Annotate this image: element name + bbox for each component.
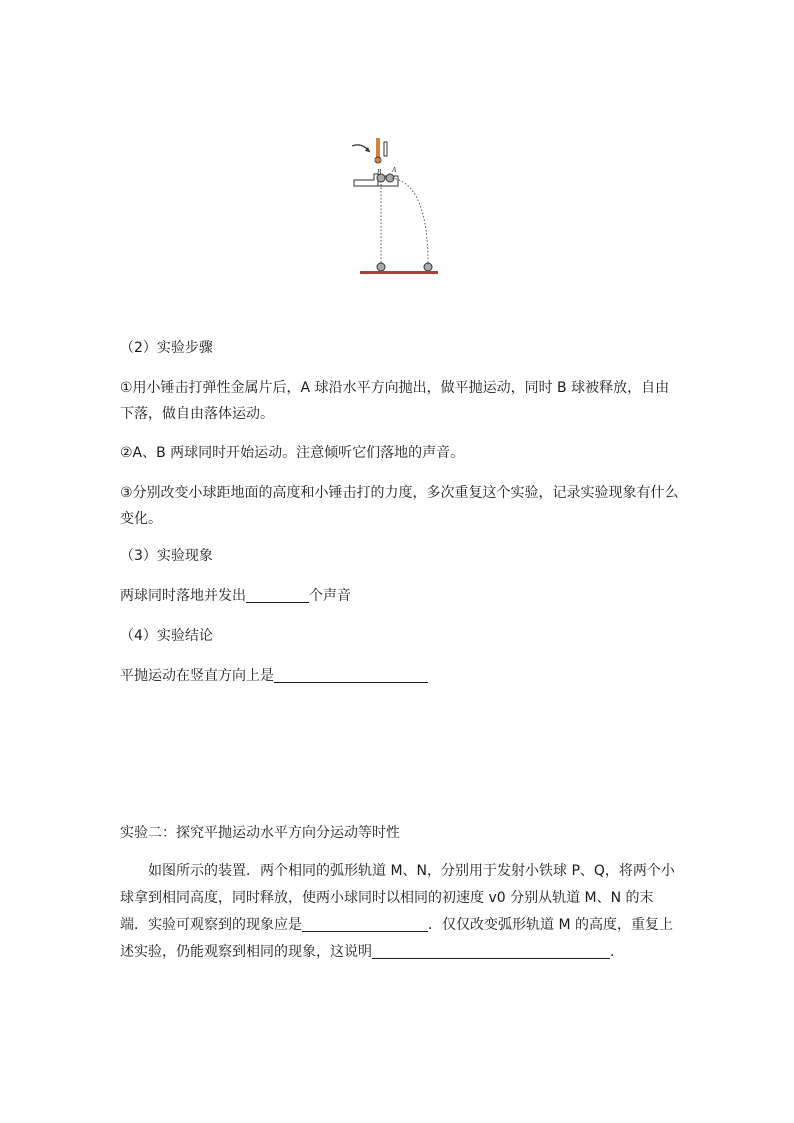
phenomenon-heading: （3）实验现象 xyxy=(120,548,213,564)
projectile-path xyxy=(392,178,428,264)
answer-blank-explanation[interactable] xyxy=(372,942,610,959)
hammer-rod xyxy=(376,138,380,162)
experiment2-title: 实验二：探究平抛运动水平方向分运动等时性 xyxy=(120,825,400,841)
apparatus-figure xyxy=(340,132,460,282)
conclusion-heading: （4）实验结论 xyxy=(120,628,213,644)
step-1: ①用小锤击打弹性金属片后，A 球沿水平方向抛出，做平抛运动，同时 B 球被释放，自由下落，做自由落体运动。 xyxy=(120,380,670,422)
elastic-sheet xyxy=(384,142,387,156)
ground-line xyxy=(360,271,438,274)
step-2: ②A、B 两球同时开始运动。注意倾听它们落地的声音。 xyxy=(120,445,465,461)
label-A: A xyxy=(392,166,397,174)
answer-blank-conclusion[interactable] xyxy=(274,666,428,683)
label-B: B xyxy=(377,168,382,176)
conclusion-sentence: 平抛运动在竖直方向上是 xyxy=(120,663,680,689)
answer-blank-phenomenon[interactable] xyxy=(302,915,428,932)
phenomenon-sentence: 两球同时落地并发出 个声音 xyxy=(120,588,351,604)
platform xyxy=(354,174,378,186)
steps-heading: （2）实验步骤 xyxy=(120,340,213,356)
experiment2-paragraph: 如图所示的装置．两个相同的弧形轨道 M、N，分别用于发射小铁球 P、Q，将两个小球拿到相同高度，同时释放，使两小球同时以相同的初速度 v0 分别从轨道 M、N 的末端．实验可观察到的现象应是 ．仅仅改变弧形轨道 M 的高度，重复上述实验，仍能观察到相同的现象，这说明 ． xyxy=(120,863,675,960)
ball-B-landed xyxy=(377,263,385,271)
ball-A-landed xyxy=(424,263,432,271)
answer-blank-sound-count[interactable] xyxy=(246,586,309,603)
step-3: ③分别改变小球距地面的高度和小锤击打的力度，多次重复这个实验，记录实验现象有什么变化。 xyxy=(120,485,679,527)
